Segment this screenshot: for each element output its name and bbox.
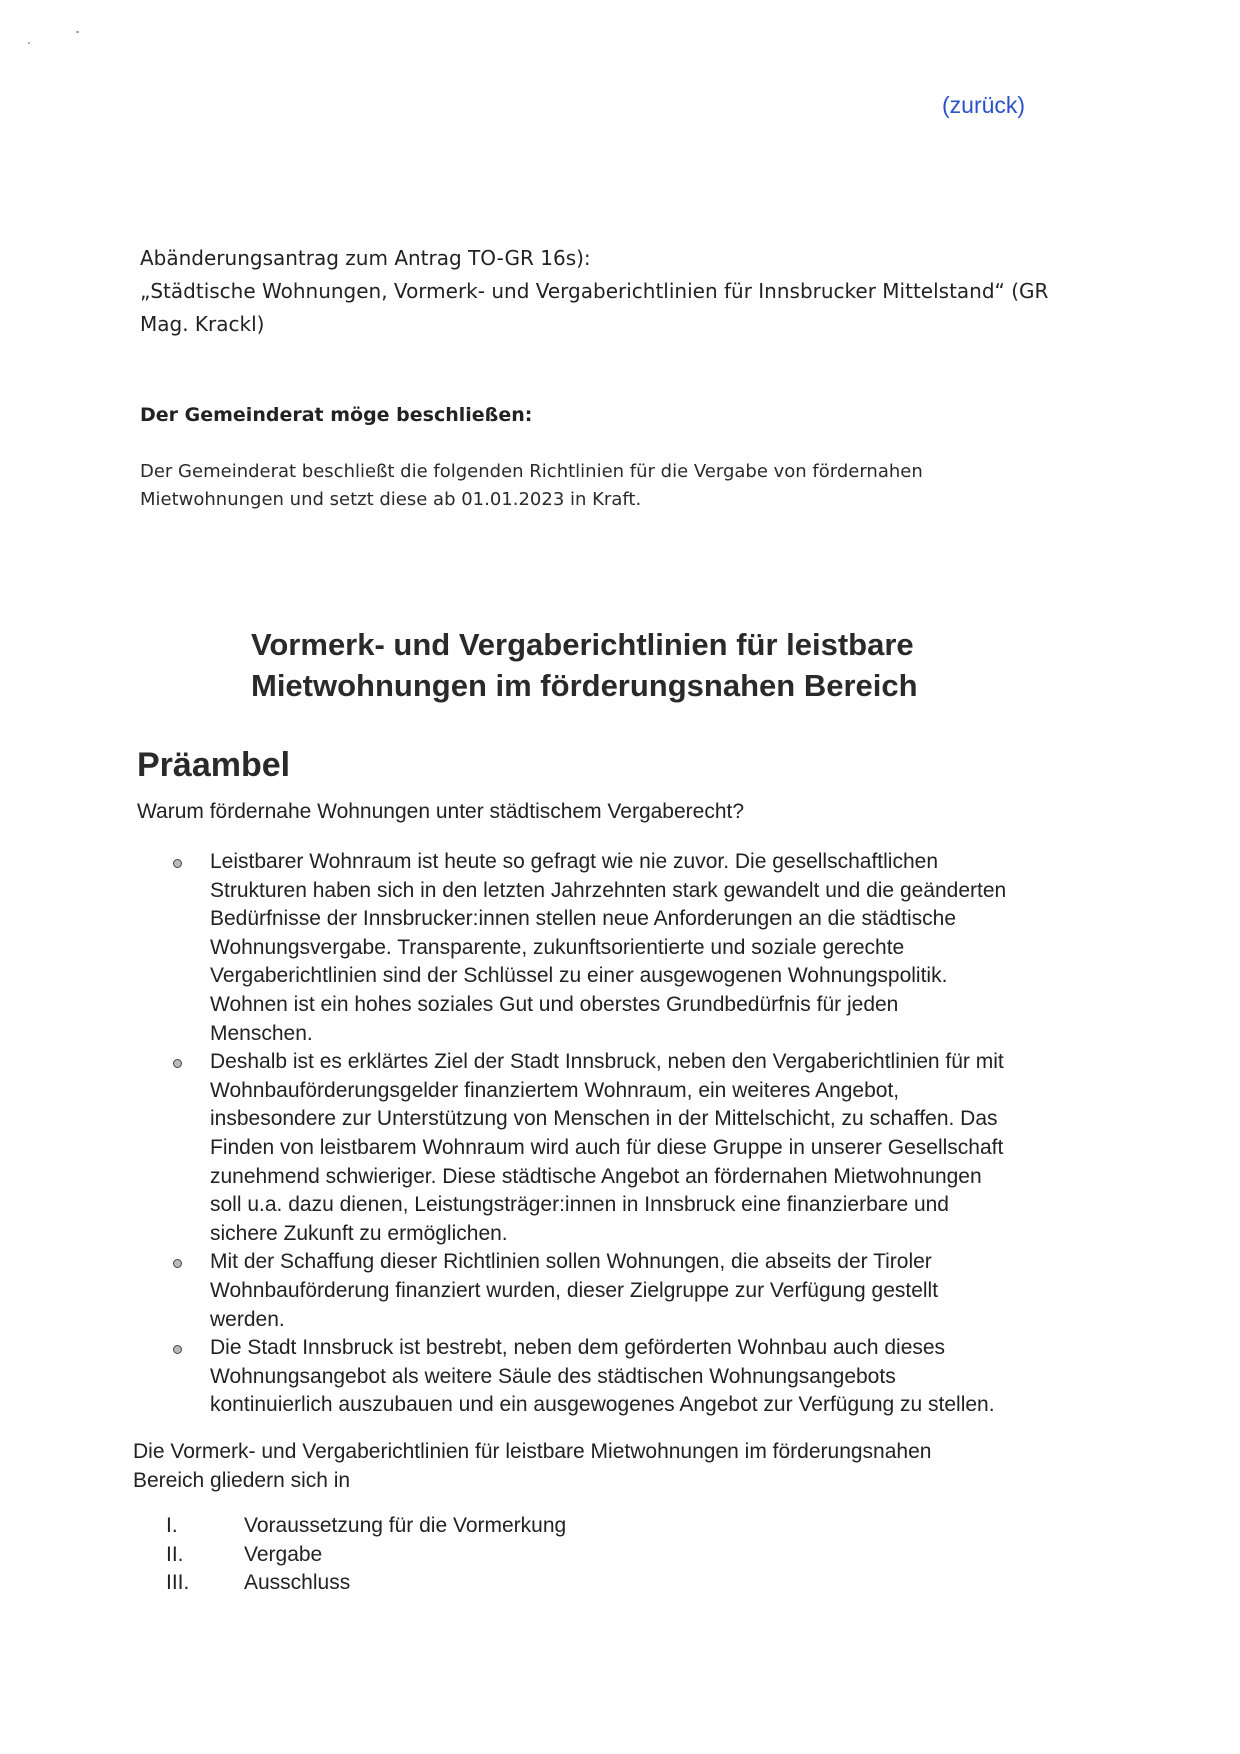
bullet-line: insbesondere zur Unterstützung von Menschen in der Mittelschicht, zu schaffen. Das	[210, 1107, 998, 1131]
bullet-line: kontinuierlich auszubauen und ein ausgewogenes Angebot zur Verfügung zu stellen.	[210, 1393, 995, 1417]
bullet-item	[140, 1048, 1100, 1248]
outro-line: Die Vormerk- und Vergaberichtlinien für leistbare Mietwohnungen im förderungsnahen	[133, 1440, 932, 1463]
bullet-icon	[173, 1259, 182, 1268]
bullet-line: Leistbarer Wohnraum ist heute so gefragt wie nie zuvor. Die gesellschaftlichen	[210, 850, 938, 873]
bullet-line: soll u.a. dazu dienen, Leistungsträger:innen in Innsbruck eine finanzierbare und	[210, 1193, 949, 1217]
section-label: Voraussetzung für die Vormerkung	[244, 1514, 567, 1537]
document-title-line: Mietwohnungen im förderungsnahen Bereich	[251, 668, 918, 703]
bullet-line: Die Stadt Innsbruck ist bestrebt, neben dem geförderten Wohnbau auch dieses	[210, 1336, 946, 1360]
document-title-line: Vormerk- und Vergaberichtlinien für leistbare	[251, 627, 914, 662]
bullet-line: Wohnungsangebot als weitere Säule des städtischen Wohnungsangebots	[210, 1364, 896, 1388]
bullet-line: Wohnbauförderungsgelder finanziertem Wohnraum, ein weiteres Angebot,	[210, 1078, 900, 1102]
motion-text	[140, 458, 1100, 514]
header-line: Abänderungsantrag zum Antrag TO-GR 16s):	[140, 246, 591, 270]
bullet-line: zunehmend schwieriger. Diese städtische Angebot an fördernahen Mietwohnungen	[210, 1164, 982, 1188]
section-numeral: III.	[166, 1571, 190, 1595]
back-link[interactable]: (zurück)	[942, 92, 1026, 118]
header-line: Mag. Krackl)	[140, 312, 265, 336]
bullet-line: Deshalb ist es erklärtes Ziel der Stadt Innsbruck, neben den Vergaberichtlinien für mit	[210, 1050, 1004, 1074]
bullet-line: Menschen.	[210, 1021, 313, 1045]
bullet-item	[140, 848, 1100, 1048]
motion-heading: Der Gemeinderat möge beschließen:	[140, 404, 533, 426]
preamble-heading: Präambel	[137, 746, 291, 784]
bullet-line: Mit der Schaffung dieser Richtlinien sollen Wohnungen, die abseits der Tiroler	[210, 1250, 932, 1274]
bullet-line: Finden von leistbarem Wohnraum wird auch für diese Gruppe in unserer Gesellschaft	[210, 1135, 1004, 1159]
bullet-line: Vergaberichtlinien sind der Schlüssel zu einer ausgewogenen Wohnungspolitik.	[210, 964, 948, 988]
bullet-line: Strukturen haben sich in den letzten Jahrzehnten stark gewandelt und die geänderten	[210, 878, 1007, 902]
section-numeral: II.	[166, 1542, 184, 1566]
scan-speck	[28, 42, 30, 44]
preamble-bullet-list	[140, 848, 1100, 1420]
amendment-header	[140, 242, 1100, 341]
section-label: Vergabe	[244, 1542, 323, 1566]
bullet-line: Bedürfnisse der Innsbrucker:innen stellen neue Anforderungen an die städtische	[210, 907, 956, 931]
section-numeral: I.	[166, 1514, 178, 1537]
bullet-item	[140, 1248, 1100, 1334]
motion-text-line: Der Gemeinderat beschließt die folgenden Richtlinien für die Vergabe von fördernahen	[140, 461, 923, 482]
bullet-line: sichere Zukunft zu ermöglichen.	[210, 1221, 508, 1245]
bullet-icon	[173, 1345, 182, 1354]
header-line: „Städtische Wohnungen, Vormerk- und Vergaberichtlinien für Innsbrucker Mittelstand“ (GR	[140, 279, 1049, 303]
bullet-line: Wohnen ist ein hohes soziales Gut und oberstes Grundbedürfnis für jeden	[210, 992, 899, 1016]
bullet-line: Wohnbauförderung finanziert wurden, dieser Zielgruppe zur Verfügung gestellt	[210, 1278, 939, 1302]
bullet-line: werden.	[210, 1307, 285, 1331]
bullet-item	[140, 1334, 1100, 1420]
bullet-line: Wohnungsvergabe. Transparente, zukunftsorientierte und soziale gerechte	[210, 935, 905, 959]
preamble-question: Warum fördernahe Wohnungen unter städtischem Vergaberecht?	[137, 800, 745, 823]
section-label: Ausschluss	[244, 1571, 351, 1595]
document-title	[251, 624, 1111, 706]
motion-text-line: Mietwohnungen und setzt diese ab 01.01.2023 in Kraft.	[140, 489, 642, 510]
scan-speck	[76, 31, 79, 33]
bullet-icon	[173, 859, 182, 868]
outro-line: Bereich gliedern sich in	[133, 1468, 351, 1492]
bullet-icon	[173, 1059, 182, 1068]
outro-text	[133, 1438, 1093, 1495]
